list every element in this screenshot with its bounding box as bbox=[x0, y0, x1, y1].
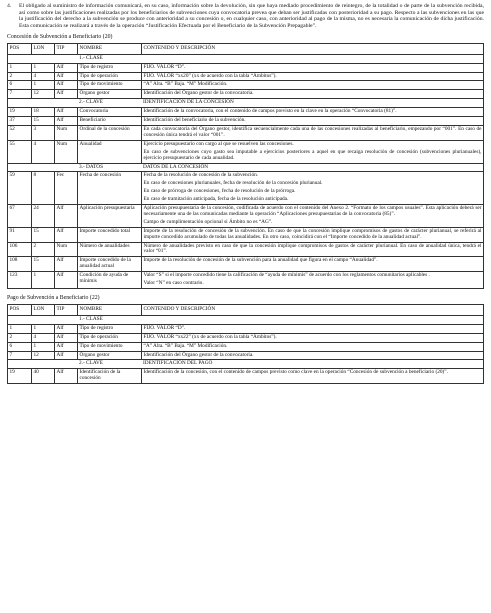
intro-text: El obligado al suministro de información comunicará, en su caso, información sobre la devolución, sin que haya mediado procedimiento de reintegro, de la totalidad o de parte de la subvención recibida, así como sobre las justificaciones realizadas por los beneficiarios de subvenciones cuya convocatoria prevea que deban ser justificadas con posterioridad a su pago. Respecto a las subvenciones en las que la justificación del derecho a la subvención se produce con anterioridad a su concesión o, en cualquier caso, con anterioridad al pago de la misma, no es necesaria la comunicación de dicha justificación. Esta comunicación se realizará a través de la operación “Justificación Efectuada por el Beneficiario de la Subvención Prepagable”. bbox=[19, 3, 484, 30]
description-paragraph: Identificación de la concesión, con el contenido de campos previsto como clave en la operación “Concesión de subvención a beneficiario (20)”. bbox=[143, 369, 448, 376]
cell-tip: Alf bbox=[55, 227, 78, 242]
cell-nombre: Importe concedido total bbox=[78, 227, 142, 242]
cell-lon: 1 bbox=[32, 342, 55, 351]
header-nombre: NOMBRE bbox=[78, 43, 142, 54]
cell-nombre: Tipo de movimiento bbox=[78, 342, 142, 351]
group-description bbox=[142, 54, 484, 63]
table-row bbox=[8, 90, 484, 99]
cell-lon: 40 bbox=[32, 369, 55, 384]
cell-contenido bbox=[142, 205, 484, 228]
description-paragraph: “A” Alta. “B” Baja. “M” Modificación. bbox=[143, 342, 228, 349]
cell-tip: Alf bbox=[55, 117, 78, 126]
cell-lon: 4 bbox=[32, 333, 55, 342]
cell-nombre: Beneficiario bbox=[78, 117, 142, 126]
group-spacer bbox=[55, 54, 78, 63]
cell-contenido bbox=[142, 369, 484, 384]
table-row bbox=[8, 342, 484, 351]
cell-contenido bbox=[142, 351, 484, 360]
description-paragraph: “A” Alta. “B” Baja. “M” Modificación. bbox=[143, 81, 228, 88]
pago-table-body bbox=[8, 315, 484, 383]
cell-pos: 106 bbox=[8, 242, 32, 257]
description-paragraph: FIJO. VALOR “xx20” (xx de acuerdo con la tabla “Ámbitos”). bbox=[143, 72, 277, 79]
header-contenido: CONTENIDO Y DESCRIPCIÓN bbox=[142, 43, 484, 54]
group-label: 2.- CLAVE bbox=[78, 360, 142, 369]
group-label: 3.- DATOS bbox=[78, 163, 142, 172]
cell-contenido bbox=[142, 227, 484, 242]
cell-pos: 1 bbox=[8, 63, 32, 72]
cell-lon: 1 bbox=[32, 324, 55, 333]
group-spacer bbox=[32, 99, 55, 108]
table-header-row bbox=[8, 305, 484, 316]
cell-pos: 19 bbox=[8, 369, 32, 384]
cell-tip: Alf bbox=[55, 205, 78, 228]
cell-contenido bbox=[142, 108, 484, 117]
table-row bbox=[8, 81, 484, 90]
cell-pos: 91 bbox=[8, 227, 32, 242]
description-paragraph: Valor “S” si el importe concedido tiene la calificación de “ayuda de mínimis” de acuerdo con los reglamentos comunitarios aplicables . bbox=[143, 272, 430, 279]
cell-tip: Alf bbox=[55, 72, 78, 81]
header-tip: TIP bbox=[55, 43, 78, 54]
header-contenido: CONTENIDO Y DESCRIPCIÓN bbox=[142, 305, 484, 316]
cell-nombre: Tipo de operación bbox=[78, 72, 142, 81]
header-nombre: NOMBRE bbox=[78, 305, 142, 316]
cell-contenido bbox=[142, 333, 484, 342]
table-title-pago: Pago de Subvención a Beneficiario (22) bbox=[7, 295, 100, 301]
description-paragraph: Identificación del Órgano gestor de la convocatoria. bbox=[143, 90, 254, 97]
description-paragraph: Ejercicio presupuestario con cargo al que se resuelven las concesiones. bbox=[143, 140, 294, 147]
table-row bbox=[8, 140, 484, 163]
cell-pos: 7 bbox=[8, 90, 32, 99]
cell-contenido bbox=[142, 342, 484, 351]
group-row bbox=[8, 315, 484, 324]
cell-nombre: Condición de ayuda de mínimis bbox=[78, 272, 142, 289]
group-description bbox=[142, 315, 484, 324]
table-row bbox=[8, 351, 484, 360]
cell-contenido bbox=[142, 172, 484, 205]
cell-contenido bbox=[142, 257, 484, 272]
cell-pos: 1 bbox=[8, 324, 32, 333]
cell-pos: 2 bbox=[8, 72, 32, 81]
group-label: 2.- CLAVE bbox=[78, 99, 142, 108]
cell-tip: Alf bbox=[55, 369, 78, 384]
cell-tip: Alf bbox=[55, 90, 78, 99]
cell-lon: 1 bbox=[32, 272, 55, 289]
group-label: 1.- CLASE bbox=[78, 315, 142, 324]
cell-tip: Num bbox=[55, 242, 78, 257]
cell-contenido bbox=[142, 81, 484, 90]
group-description: DATOS DE LA CONCESIÓN bbox=[142, 163, 484, 172]
description-paragraph: Valor “N” en caso contrario. bbox=[143, 280, 204, 287]
group-spacer bbox=[8, 54, 32, 63]
cell-pos: 55 bbox=[8, 140, 32, 163]
cell-lon: 8 bbox=[32, 172, 55, 205]
table-row bbox=[8, 272, 484, 289]
cell-contenido bbox=[142, 117, 484, 126]
group-spacer bbox=[8, 315, 32, 324]
cell-tip: Alf bbox=[55, 272, 78, 289]
cell-lon: 4 bbox=[32, 72, 55, 81]
cell-pos: 67 bbox=[8, 205, 32, 228]
group-spacer bbox=[32, 163, 55, 172]
cell-nombre: Ordinal de la concesión bbox=[78, 125, 142, 140]
description-paragraph: Identificación del Órgano gestor de la convocatoria. bbox=[143, 351, 254, 358]
description-paragraph: En caso de prórroga de concesiones, fecha de resolución de la prórroga. bbox=[143, 188, 296, 195]
cell-lon: 2 bbox=[32, 242, 55, 257]
group-spacer bbox=[55, 99, 78, 108]
cell-pos: 123 bbox=[8, 272, 32, 289]
cell-lon: 3 bbox=[32, 125, 55, 140]
description-paragraph: Número de anualidades previsto en caso de que la concesión implique compromisos de gastos de carácter plurianual. En caso de anualidad única, tendrá el valor “01”. bbox=[143, 242, 482, 255]
cell-nombre: Anualidad bbox=[78, 140, 142, 163]
cell-pos: 108 bbox=[8, 257, 32, 272]
cell-nombre: Importe concedido de la anualidad actual bbox=[78, 257, 142, 272]
group-row bbox=[8, 99, 484, 108]
cell-nombre: Número de anualidades bbox=[78, 242, 142, 257]
description-paragraph: En caso de subvenciones cuyo gasto sea imputable a ejercicios posteriores a aquel en que recaiga resolución de concesión (subvenciones plurianuales), ejercicio presupuestario de cada anualidad. bbox=[143, 148, 482, 161]
cell-lon: 1 bbox=[32, 63, 55, 72]
intro-paragraph bbox=[7, 3, 484, 30]
group-row bbox=[8, 360, 484, 369]
cell-tip: Alf bbox=[55, 342, 78, 351]
document-page bbox=[7, 3, 484, 384]
cell-tip: Num bbox=[55, 125, 78, 140]
cell-tip: Fec bbox=[55, 172, 78, 205]
cell-tip: Alf bbox=[55, 108, 78, 117]
description-paragraph: En caso de concesiones plurianuales, fecha de resolución de la concesión plurianual. bbox=[143, 180, 323, 187]
cell-tip: Alf bbox=[55, 324, 78, 333]
cell-contenido bbox=[142, 324, 484, 333]
cell-nombre: Tipo de registro bbox=[78, 324, 142, 333]
table-row bbox=[8, 63, 484, 72]
table-row bbox=[8, 172, 484, 205]
group-spacer bbox=[8, 360, 32, 369]
table-row bbox=[8, 257, 484, 272]
cell-lon: 12 bbox=[32, 90, 55, 99]
cell-nombre: Órgano gestor bbox=[78, 90, 142, 99]
cell-pos: 52 bbox=[8, 125, 32, 140]
cell-lon: 18 bbox=[32, 108, 55, 117]
description-paragraph: FIJO. VALOR “D”. bbox=[143, 63, 186, 70]
table-row bbox=[8, 324, 484, 333]
table-row bbox=[8, 242, 484, 257]
description-paragraph: Importe de la resolución de concesión de la subvención. En caso de que la concesión implique compromisos de gastos de carácter plurianual, se referirá al importe concedido acumulado de todas las anualidades. En otro caso, coincidirá con el “Importe concedido de la anualidad actual”. bbox=[143, 227, 482, 240]
description-paragraph: Identificación de la convocatoria, con el contenido de campos previsto en la clave en la operación “Convocatoria (81)”. bbox=[143, 108, 397, 115]
group-spacer bbox=[32, 315, 55, 324]
cell-contenido bbox=[142, 125, 484, 140]
cell-nombre: Tipo de operación bbox=[78, 333, 142, 342]
group-row bbox=[8, 163, 484, 172]
group-description: IDENTIFICACIÓN DE LA CONCESIÓN bbox=[142, 99, 484, 108]
group-label: 1.- CLASE bbox=[78, 54, 142, 63]
cell-contenido bbox=[142, 140, 484, 163]
concesion-table-body bbox=[8, 54, 484, 288]
intro-number: 4. bbox=[7, 3, 12, 9]
group-row bbox=[8, 54, 484, 63]
group-spacer bbox=[55, 315, 78, 324]
header-pos: POS bbox=[8, 43, 32, 54]
cell-contenido bbox=[142, 90, 484, 99]
cell-tip: Alf bbox=[55, 63, 78, 72]
cell-tip: Alf bbox=[55, 351, 78, 360]
group-spacer bbox=[32, 360, 55, 369]
concesion-table bbox=[7, 43, 484, 289]
header-pos: POS bbox=[8, 305, 32, 316]
table-row bbox=[8, 117, 484, 126]
header-lon: LON bbox=[32, 43, 55, 54]
table-header-row bbox=[8, 43, 484, 54]
cell-lon: 15 bbox=[32, 227, 55, 242]
table-row bbox=[8, 125, 484, 140]
cell-pos: 37 bbox=[8, 117, 32, 126]
cell-tip: Num bbox=[55, 140, 78, 163]
cell-nombre: Fecha de concesión bbox=[78, 172, 142, 205]
description-paragraph: Identificación del beneficiario de la subvención. bbox=[143, 117, 246, 124]
description-paragraph: FIJO. VALOR “D”. bbox=[143, 324, 186, 331]
group-spacer bbox=[8, 163, 32, 172]
description-paragraph: En caso de tramitación anticipada, fecha de la resolución anticipada. bbox=[143, 196, 289, 203]
description-paragraph: Campo de cumplimentación opcional si Ámbito no es “AG”. bbox=[143, 218, 273, 225]
cell-pos: 6 bbox=[8, 342, 32, 351]
group-spacer bbox=[55, 360, 78, 369]
cell-contenido bbox=[142, 272, 484, 289]
description-paragraph: FIJO. VALOR “xx22” (xx de acuerdo con la tabla “Ámbitos”). bbox=[143, 333, 277, 340]
cell-lon: 12 bbox=[32, 351, 55, 360]
table-row bbox=[8, 333, 484, 342]
cell-tip: Alf bbox=[55, 81, 78, 90]
cell-contenido bbox=[142, 72, 484, 81]
cell-contenido bbox=[142, 242, 484, 257]
cell-pos: 6 bbox=[8, 81, 32, 90]
group-spacer bbox=[8, 99, 32, 108]
cell-nombre: Identificación de la concesión bbox=[78, 369, 142, 384]
cell-pos: 2 bbox=[8, 333, 32, 342]
header-lon: LON bbox=[32, 305, 55, 316]
description-paragraph: Aplicación presupuestaria de la concesión, codificada de acuerdo con el contenido del Anexo 2. “Formato de los campos usuales”. Esta aplicación deberá ser necesariamente una de las comunicadas mediante la operación “Aplicaciones presupuestarias de la convocatoria (85)”. bbox=[143, 205, 482, 217]
cell-pos: 19 bbox=[8, 108, 32, 117]
cell-nombre: Tipo de registro bbox=[78, 63, 142, 72]
table-row bbox=[8, 72, 484, 81]
cell-lon: 15 bbox=[32, 257, 55, 272]
cell-lon: 1 bbox=[32, 81, 55, 90]
cell-tip: Alf bbox=[55, 333, 78, 342]
description-paragraph: En cada convocatoria del Órgano gestor, identifica secuencialmente cada una de las concesiones realizadas al beneficiario, empezando por “001”. En caso de concesión única tendrá el valor “001”. bbox=[143, 125, 482, 138]
cell-tip: Alf bbox=[55, 257, 78, 272]
header-tip: TIP bbox=[55, 305, 78, 316]
cell-contenido bbox=[142, 63, 484, 72]
group-description: IDENTIFICACIÓN DEL PAGO bbox=[142, 360, 484, 369]
cell-lon: 15 bbox=[32, 117, 55, 126]
table-row bbox=[8, 227, 484, 242]
group-spacer bbox=[32, 54, 55, 63]
table-row bbox=[8, 205, 484, 228]
cell-nombre: Convocatoria bbox=[78, 108, 142, 117]
description-paragraph: Importe de la resolución de concesión de la subvención para la anualidad que figura en el campo “Anualidad”. bbox=[143, 257, 378, 264]
cell-nombre: Órgano gestor bbox=[78, 351, 142, 360]
table-title-concesion: Concesión de Subvención a Beneficiario (20) bbox=[7, 33, 113, 40]
cell-pos: 7 bbox=[8, 351, 32, 360]
cell-nombre: Tipo de movimiento bbox=[78, 81, 142, 90]
pago-table bbox=[7, 304, 484, 384]
cell-nombre: Aplicación presupuestaria bbox=[78, 205, 142, 228]
table-row bbox=[8, 108, 484, 117]
cell-lon: 24 bbox=[32, 205, 55, 228]
table-row bbox=[8, 369, 484, 384]
cell-lon: 4 bbox=[32, 140, 55, 163]
description-paragraph: Fecha de la resolución de concesión de la subvención. bbox=[143, 172, 259, 179]
group-spacer bbox=[55, 163, 78, 172]
cell-pos: 59 bbox=[8, 172, 32, 205]
